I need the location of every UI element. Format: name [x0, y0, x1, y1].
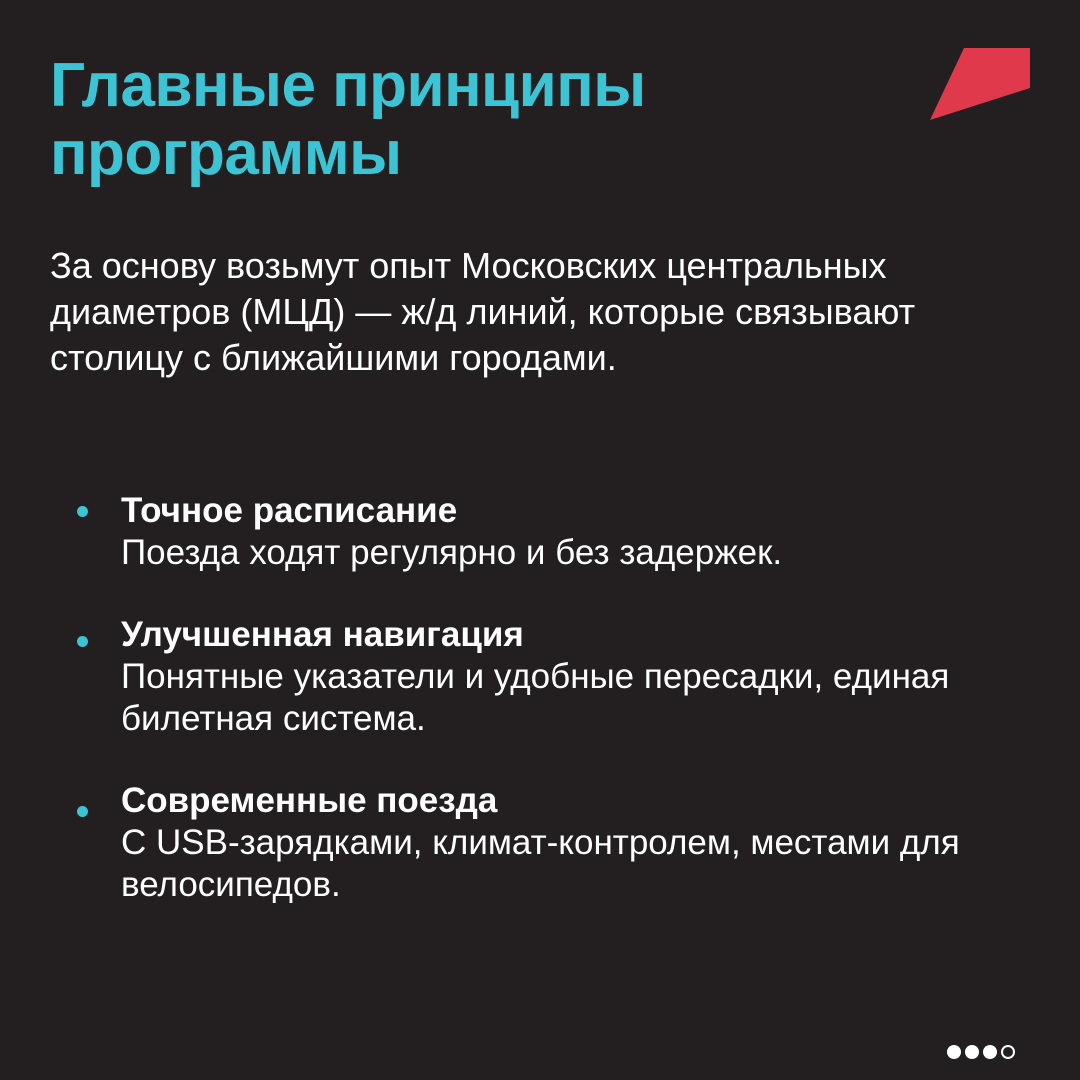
principle-title: Точное расписание [121, 491, 458, 530]
principle-item [0, 614, 1080, 740]
principles-list [0, 490, 1080, 946]
bullet-dot-icon [77, 636, 88, 647]
principle-text: Поезда ходят регулярно и без задержек. [121, 533, 783, 572]
page-title-line-1: Главные принципы [50, 51, 646, 120]
principle-title: Современные поезда [121, 781, 498, 820]
red-parallelogram-icon [930, 48, 1030, 120]
bullet-dot-icon [77, 806, 88, 817]
page-title [50, 52, 646, 188]
principle-title: Улучшенная навигация [121, 615, 524, 654]
page-title-line-2: программы [50, 119, 402, 188]
page-dot-empty-icon [1001, 1045, 1015, 1059]
principle-text: С USB-зарядками, климат-контролем, местами для велосипедов. [121, 823, 960, 904]
principle-item [0, 780, 1080, 906]
page-dot-filled-icon [965, 1045, 979, 1059]
bullet-dot-icon [77, 506, 88, 517]
principle-text: Понятные указатели и удобные пересадки, единая билетная система. [121, 657, 950, 738]
page-dot-filled-icon [947, 1045, 961, 1059]
intro-paragraph: За основу возьмут опыт Московских центральных диаметров (МЦД) — ж/д линий, которые связывают столицу с ближайшими городами. [50, 245, 916, 378]
principle-item [0, 490, 1080, 574]
page-dot-filled-icon [983, 1045, 997, 1059]
page-indicator [947, 1045, 1015, 1059]
